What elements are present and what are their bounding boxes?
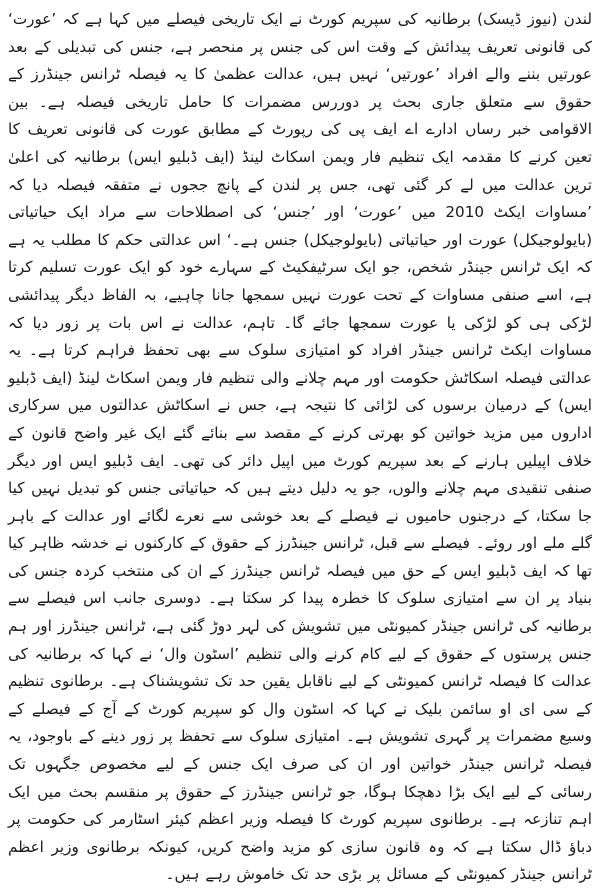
article-body: لندن (نیوز ڈیسک) برطانیہ کی سپریم کورٹ نے ایک تاریخی فیصلے میں کہا ہے کہ ’عورت‘ کی قانونی تعریف پیدائش کے وقت اس کی جنس پر منحصر ہے، جنس کی تبدیلی کے بعد عورتیں بننے والے افراد ’عورتیں‘ نہیں ہیں، عدالت عظمیٰ کا یہ فیصلہ ٹرانس جینڈرز کے حقوق سے متعلق جاری بحث پر دوررس مضمرات کا حامل تاریخی فیصلہ ہے۔ بین الاقوامی خبر رساں ادارے اے ایف پی کی رپورٹ کے مطابق عورت کی قانونی تعریف کا تعین کرنے کا مقدمہ ایک تنظیم فار ویمن اسکاٹ لینڈ (ایف ڈبلیو ایس) برطانیہ کی اعلیٰ ترین عدالت میں لے کر گئی تھی، جس پر لندن کے پانچ ججوں نے متفقہ فیصلہ دیا کہ ’مساوات ایکٹ 2010 میں ’عورت‘ اور ’جنس‘ کی اصطلاحات سے مراد ایک حیاتیاتی (بایولوجیکل) عورت اور حیاتیاتی (بایولوجیکل) جنس ہے۔‘ اس عدالتی حکم کا مطلب یہ ہے کہ ایک ٹرانس جینڈر شخص، جو ایک سرٹیفکیٹ کے سہارے خود کو ایک عورت تسلیم کرتا ہے، اسے صنفی مساوات کے تحت عورت نہیں سمجھا جانا چاہیے، بہ الفاظ دیگر پیدائشی لڑکی ہی کو لڑکی یا عورت سمجھا جائے گا۔ تاہم، عدالت نے اس بات پر زور دیا کہ مساوات ایکٹ ٹرانس جینڈر افراد کو امتیازی سلوک سے بھی تحفظ فراہم کرتا ہے۔ یہ عدالتی فیصلہ اسکاٹش حکومت اور مہم چلانے والی تنظیم فار ویمن اسکاٹ لینڈ (ایف ڈبلیو ایس) کے درمیان برسوں کی لڑائی کا نتیجہ ہے، جس نے اسکاٹش عدالتوں میں سرکاری اداروں میں مزید خواتین کو بھرتی کرنے کے مقصد سے بنائے گئے ایک غیر واضح قانون کے خلاف اپیلیں ہارنے کے بعد سپریم کورٹ میں اپیل دائر کی تھی۔ ایف ڈبلیو ایس اور دیگر صنفی تنقیدی مہم چلانے والوں، جو یہ دلیل دیتے ہیں کہ حیاتیاتی جنس کو تبدیل نہیں کیا جا سکتا، کے درجنوں حامیوں نے فیصلے کے بعد خوشی سے نعرے لگائے اور عدالت کے باہر گلے ملے اور روئے۔ فیصلے سے قبل، ٹرانس جینڈرز کے حقوق کے کارکنوں نے خدشہ ظاہر کیا تھا کہ ایف ڈبلیو ایس کے حق میں فیصلہ ٹرانس جینڈرز کے ان کی منتخب کردہ جنس کی بنیاد پر ان سے امتیازی سلوک کا خطرہ پیدا کر سکتا ہے۔ دوسری جانب اس فیصلے سے برطانیہ کی ٹرانس جینڈر کمیونٹی میں تشویش کی لہر دوڑ گئی ہے، ٹرانس جینڈرز اور ہم جنس پرستوں کے حقوق کے لیے کام کرنے والی تنظیم ’اسٹون وال‘ نے کہا کہ برطانیہ کی عدالت کا فیصلہ ٹرانس کمیونٹی کے لیے ناقابل یقین حد تک تشویشناک ہے۔ برطانوی تنظیم کے سی ای او سائمن بلیک نے کہا کہ اسٹون وال کو سپریم کورٹ کے آج کے فیصلے کے وسیع مضمرات پر گہری تشویش ہے۔ امتیازی سلوک سے تحفظ پر زور دینے کے باوجود، یہ فیصلہ ٹرانس جینڈر خواتین اور ان کی صرف ایک جنس کے لیے مخصوص جگہوں تک رسائی کے لیے ایک بڑا دھچکا ہوگا، جو ٹرانس جینڈرز کے حقوق پر منقسم بحث میں ایک اہم تنازعہ ہے۔ برطانوی سپریم کورٹ کا فیصلہ وزیر اعظم کیئر اسٹارمر کی حکومت پر دباؤ ڈال سکتا ہے کہ وہ قانون سازی کو مزید واضح کریں، کیونکہ برطانوی وزیر اعظم ٹرانس جینڈر کمیونٹی کے مسائل پر بڑی حد تک خاموش رہے ہیں۔ [8,10,592,884]
